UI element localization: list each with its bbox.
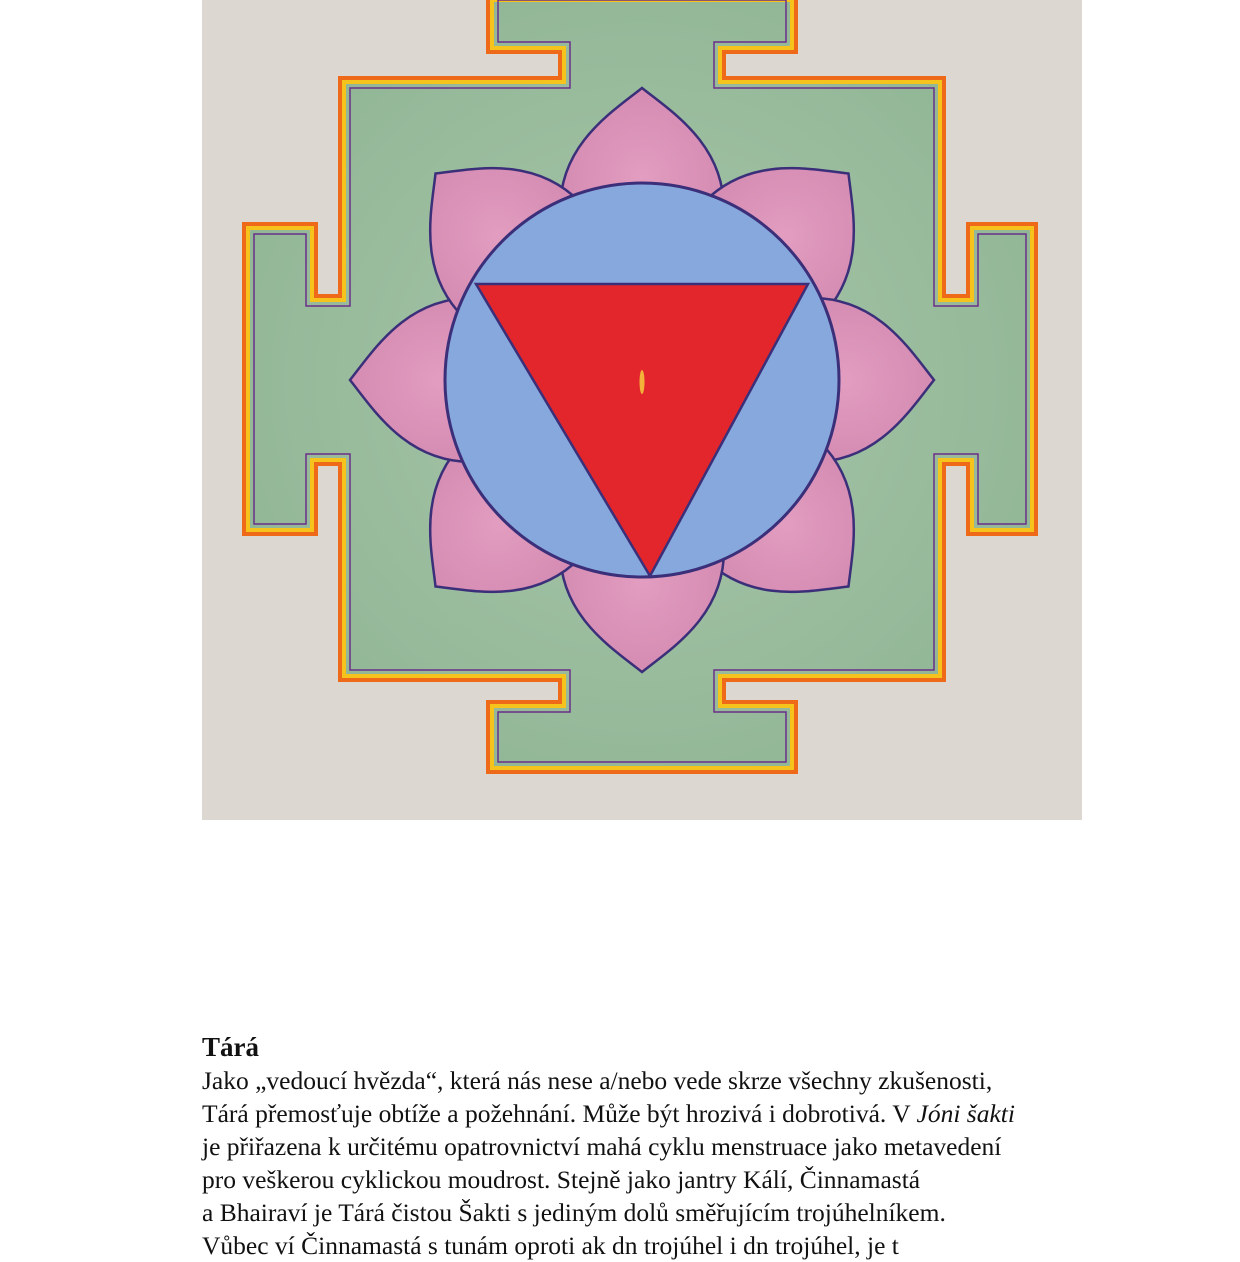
section-heading: Tárá [202,1032,259,1062]
paragraph-line-1: Jako „vedoucí hvězda“, která nás nese a/nebo vede skrze všechny zkušenosti, [202,1066,993,1095]
paragraph-line-3: je přiřazena k určitému opatrovnictví mahá cyklu menstruace jako metavedení [202,1132,1002,1161]
paragraph-line-4: pro veškerou cyklickou moudrost. Stejně jako jantry Kálí, Činnamastá [202,1165,921,1194]
bindu-dot [640,370,645,394]
paragraph-line-5: a Bhairaví je Tárá čistou Šakti s jediným dolů směřujícím trojúhelníkem. [202,1198,946,1227]
paragraph-line-2-text: Tárá přemosťuje obtíže a požehnání. Může být hrozivá i dobrotivá. V [202,1099,917,1128]
text-block [202,1030,1102,1262]
italic-term: Jóni šakti [916,1099,1015,1128]
paragraph-line-2 [202,1097,1102,1130]
paragraph-line-6: Vůbec ví Činnamastá s tunám oproti ak dn trojúhel i dn trojúhel, je t [202,1231,899,1260]
yantra-painting [202,0,1082,820]
